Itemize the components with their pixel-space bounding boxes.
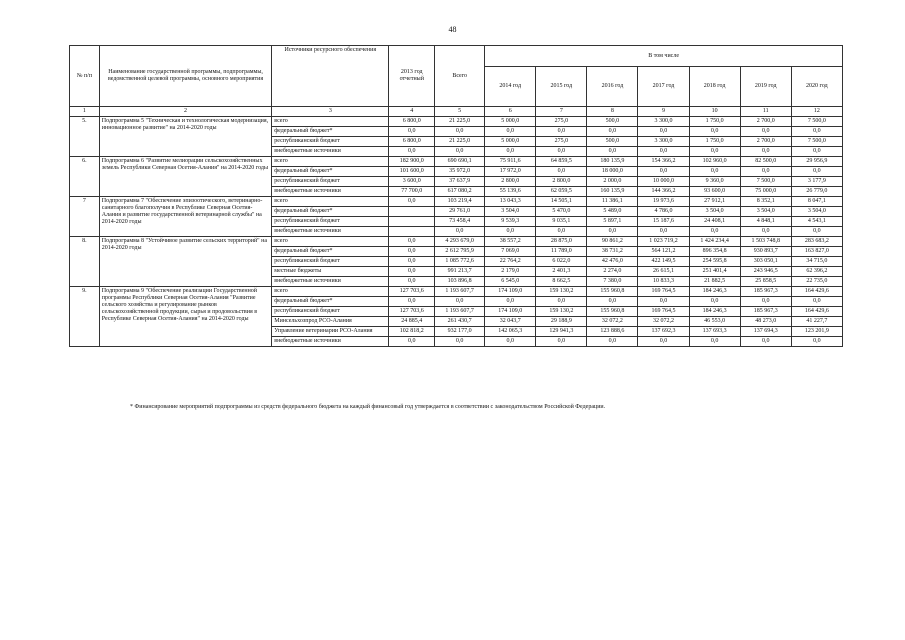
table-row <box>70 197 843 207</box>
value-cell: 169 764,5 <box>638 307 689 317</box>
numbering-row <box>70 107 843 117</box>
value-cell: 75 911,6 <box>485 157 536 167</box>
value-cell: 7 500,0 <box>791 137 842 147</box>
value-cell: 2 700,0 <box>740 137 791 147</box>
table-row <box>70 157 843 167</box>
value-cell: 0,0 <box>536 167 587 177</box>
value-cell: 159 130,2 <box>536 287 587 297</box>
value-cell: 303 050,1 <box>740 257 791 267</box>
funding-source: местные бюджеты <box>272 267 389 277</box>
value-cell: 0,0 <box>389 257 435 267</box>
value-cell: 0,0 <box>435 227 485 237</box>
table-row <box>70 117 843 127</box>
value-cell: 6 800,0 <box>389 137 435 147</box>
value-cell: 0,0 <box>587 337 638 347</box>
value-cell: 0,0 <box>435 337 485 347</box>
value-cell: 1 750,0 <box>689 137 740 147</box>
program-name: Подпрограмма 8 "Устойчивое развитие сельских территорий" на 2014-2020 годы <box>99 237 271 287</box>
value-cell: 7 500,0 <box>740 177 791 187</box>
value-cell: 38 557,2 <box>485 237 536 247</box>
value-cell: 0,0 <box>389 197 435 207</box>
value-cell: 19 973,6 <box>638 197 689 207</box>
funding-source: внебюджетные источники <box>272 227 389 237</box>
column-number: 2 <box>99 107 271 117</box>
value-cell: 3 300,0 <box>638 117 689 127</box>
value-cell: 180 135,9 <box>587 157 638 167</box>
funding-source: внебюджетные источники <box>272 147 389 157</box>
value-cell: 283 683,2 <box>791 237 842 247</box>
header-no: № п/п <box>70 46 100 107</box>
value-cell: 11 386,1 <box>587 197 638 207</box>
value-cell: 0,0 <box>485 147 536 157</box>
value-cell: 82 500,0 <box>740 157 791 167</box>
value-cell: 0,0 <box>389 147 435 157</box>
value-cell: 3 504,0 <box>485 207 536 217</box>
value-cell: 26 615,1 <box>638 267 689 277</box>
value-cell: 0,0 <box>791 147 842 157</box>
value-cell: 0,0 <box>638 167 689 177</box>
value-cell: 0,0 <box>791 167 842 177</box>
header-year: 2017 год <box>638 67 689 107</box>
value-cell: 0,0 <box>638 127 689 137</box>
value-cell: 142 065,3 <box>485 327 536 337</box>
funding-source: Управление ветеринарии РСО-Алания <box>272 327 389 337</box>
value-cell: 243 946,5 <box>740 267 791 277</box>
value-cell: 29 188,9 <box>536 317 587 327</box>
value-cell: 1 424 234,4 <box>689 237 740 247</box>
value-cell: 123 888,6 <box>587 327 638 337</box>
value-cell: 10 000,0 <box>638 177 689 187</box>
value-cell: 0,0 <box>389 297 435 307</box>
value-cell: 102 818,2 <box>389 327 435 337</box>
value-cell: 0,0 <box>740 297 791 307</box>
program-name: Подпрограмма 6 "Развитие мелиорации сельскохозяйственных земель Республики Северная Осетия-Алания" на 2014-2020 годы <box>99 157 271 197</box>
value-cell: 5 000,0 <box>485 117 536 127</box>
value-cell: 422 149,5 <box>638 257 689 267</box>
value-cell: 0,0 <box>689 147 740 157</box>
value-cell: 1 085 772,6 <box>435 257 485 267</box>
value-cell: 0,0 <box>791 127 842 137</box>
header-year: 2016 год <box>587 67 638 107</box>
value-cell: 0,0 <box>536 227 587 237</box>
value-cell: 690 690,1 <box>435 157 485 167</box>
value-cell: 4 848,1 <box>740 217 791 227</box>
row-number: 8. <box>70 237 100 287</box>
funding-source: республиканский бюджет <box>272 177 389 187</box>
value-cell: 0,0 <box>536 337 587 347</box>
value-cell: 0,0 <box>485 297 536 307</box>
value-cell: 62 396,2 <box>791 267 842 277</box>
value-cell: 0,0 <box>638 227 689 237</box>
value-cell: 90 861,2 <box>587 237 638 247</box>
funding-source: федеральный бюджет* <box>272 127 389 137</box>
header-year: 2018 год <box>689 67 740 107</box>
row-number: 6. <box>70 157 100 197</box>
value-cell: 11 789,0 <box>536 247 587 257</box>
value-cell: 0,0 <box>389 237 435 247</box>
value-cell: 22 764,2 <box>485 257 536 267</box>
value-cell: 46 553,0 <box>689 317 740 327</box>
value-cell: 0,0 <box>485 227 536 237</box>
value-cell <box>389 227 435 237</box>
value-cell <box>389 207 435 217</box>
table-row <box>70 287 843 297</box>
funding-source: федеральный бюджет* <box>272 167 389 177</box>
value-cell: 7 380,0 <box>587 277 638 287</box>
value-cell: 3 300,0 <box>638 137 689 147</box>
value-cell: 3 504,0 <box>791 207 842 217</box>
value-cell: 1 193 607,7 <box>435 307 485 317</box>
value-cell: 4 543,1 <box>791 217 842 227</box>
value-cell: 3 504,0 <box>689 207 740 217</box>
value-cell: 185 967,3 <box>740 307 791 317</box>
value-cell <box>389 217 435 227</box>
value-cell: 137 694,3 <box>740 327 791 337</box>
funding-source: федеральный бюджет* <box>272 297 389 307</box>
value-cell: 6 545,0 <box>485 277 536 287</box>
value-cell: 0,0 <box>435 127 485 137</box>
value-cell: 3 177,9 <box>791 177 842 187</box>
value-cell: 0,0 <box>587 297 638 307</box>
value-cell: 251 401,4 <box>689 267 740 277</box>
value-cell: 0,0 <box>389 337 435 347</box>
value-cell: 7 069,0 <box>485 247 536 257</box>
value-cell: 163 827,0 <box>791 247 842 257</box>
value-cell: 0,0 <box>389 267 435 277</box>
value-cell: 0,0 <box>740 147 791 157</box>
value-cell: 10 833,3 <box>638 277 689 287</box>
value-cell: 0,0 <box>536 147 587 157</box>
funding-source: республиканский бюджет <box>272 217 389 227</box>
value-cell: 3 600,0 <box>389 177 435 187</box>
value-cell: 991 213,7 <box>435 267 485 277</box>
value-cell: 0,0 <box>689 297 740 307</box>
value-cell: 275,0 <box>536 117 587 127</box>
value-cell: 185 967,3 <box>740 287 791 297</box>
value-cell: 9 539,3 <box>485 217 536 227</box>
value-cell: 25 858,5 <box>740 277 791 287</box>
funding-source: республиканский бюджет <box>272 137 389 147</box>
column-number: 9 <box>638 107 689 117</box>
value-cell: 617 080,2 <box>435 187 485 197</box>
value-cell: 184 246,3 <box>689 307 740 317</box>
funding-source: внебюджетные источники <box>272 277 389 287</box>
value-cell: 7 500,0 <box>791 117 842 127</box>
funding-source: внебюджетные источники <box>272 337 389 347</box>
value-cell: 932 177,0 <box>435 327 485 337</box>
value-cell: 1 193 607,7 <box>435 287 485 297</box>
value-cell: 2 401,3 <box>536 267 587 277</box>
value-cell: 0,0 <box>689 127 740 137</box>
table-row <box>70 237 843 247</box>
column-number: 4 <box>389 107 435 117</box>
value-cell: 0,0 <box>740 337 791 347</box>
value-cell: 26 779,0 <box>791 187 842 197</box>
value-cell: 5 470,0 <box>536 207 587 217</box>
header-2013: 2013 год отчетный <box>389 46 435 107</box>
value-cell: 48 273,0 <box>740 317 791 327</box>
value-cell: 55 139,6 <box>485 187 536 197</box>
value-cell: 35 972,0 <box>435 167 485 177</box>
value-cell: 21 225,0 <box>435 137 485 147</box>
header-row <box>70 46 843 67</box>
value-cell: 0,0 <box>791 297 842 307</box>
value-cell: 0,0 <box>638 297 689 307</box>
value-cell: 6 022,0 <box>536 257 587 267</box>
value-cell: 5 000,0 <box>485 137 536 147</box>
value-cell: 1 023 719,2 <box>638 237 689 247</box>
value-cell: 169 764,5 <box>638 287 689 297</box>
value-cell: 137 693,3 <box>689 327 740 337</box>
page-number: 48 <box>448 25 457 34</box>
column-number: 12 <box>791 107 842 117</box>
header-total: Всего <box>435 46 485 107</box>
value-cell: 4 786,0 <box>638 207 689 217</box>
value-cell: 15 187,6 <box>638 217 689 227</box>
value-cell: 0,0 <box>587 127 638 137</box>
value-cell: 155 960,8 <box>587 287 638 297</box>
value-cell: 38 731,2 <box>587 247 638 257</box>
value-cell: 261 430,7 <box>435 317 485 327</box>
value-cell: 24 408,1 <box>689 217 740 227</box>
value-cell: 0,0 <box>389 277 435 287</box>
value-cell: 32 072,2 <box>638 317 689 327</box>
value-cell: 1 750,0 <box>689 117 740 127</box>
value-cell: 2 612 795,9 <box>435 247 485 257</box>
funding-source: всего <box>272 157 389 167</box>
value-cell: 164 429,6 <box>791 307 842 317</box>
value-cell: 930 893,7 <box>740 247 791 257</box>
value-cell: 27 912,1 <box>689 197 740 207</box>
value-cell: 101 600,0 <box>389 167 435 177</box>
value-cell: 9 360,0 <box>689 177 740 187</box>
value-cell: 32 072,2 <box>587 317 638 327</box>
header-including: В том числе <box>485 46 843 67</box>
value-cell: 184 246,3 <box>689 287 740 297</box>
value-cell: 0,0 <box>689 167 740 177</box>
funding-source: республиканский бюджет <box>272 307 389 317</box>
funding-source: республиканский бюджет <box>272 257 389 267</box>
value-cell: 32 043,7 <box>485 317 536 327</box>
header-name: Наименование государственной программы, подпрограммы, ведомственной целевой программы, основного мероприятия <box>99 46 271 107</box>
value-cell: 77 700,0 <box>389 187 435 197</box>
value-cell: 42 476,0 <box>587 257 638 267</box>
value-cell: 2 000,0 <box>587 177 638 187</box>
value-cell: 0,0 <box>740 127 791 137</box>
value-cell: 3 504,0 <box>740 207 791 217</box>
value-cell: 0,0 <box>389 247 435 257</box>
value-cell: 500,0 <box>587 137 638 147</box>
value-cell: 0,0 <box>389 127 435 137</box>
header-year: 2020 год <box>791 67 842 107</box>
funding-source: федеральный бюджет* <box>272 247 389 257</box>
value-cell: 2 274,0 <box>587 267 638 277</box>
value-cell: 8 047,1 <box>791 197 842 207</box>
value-cell: 9 035,1 <box>536 217 587 227</box>
column-number: 7 <box>536 107 587 117</box>
value-cell: 22 735,0 <box>791 277 842 287</box>
row-number: 9. <box>70 287 100 347</box>
row-number: 7 <box>70 197 100 237</box>
column-number: 5 <box>435 107 485 117</box>
value-cell: 0,0 <box>740 167 791 177</box>
value-cell: 0,0 <box>536 127 587 137</box>
program-name: Подпрограмма 9 "Обеспечение реализации Государственной программы Республики Северная Осетия-Алания "Развитие сельского хозяйства и регулирование рынков сельскохозяйственной продукции, сырья и продовольствия в Республике Северная Осетия-Алания" на 2014-2020 годы <box>99 287 271 347</box>
funding-source: федеральный бюджет* <box>272 207 389 217</box>
funding-source: всего <box>272 117 389 127</box>
value-cell: 102 960,0 <box>689 157 740 167</box>
value-cell: 37 637,9 <box>435 177 485 187</box>
value-cell: 127 703,6 <box>389 307 435 317</box>
funding-source: всего <box>272 197 389 207</box>
value-cell: 73 458,4 <box>435 217 485 227</box>
column-number: 8 <box>587 107 638 117</box>
header-year: 2019 год <box>740 67 791 107</box>
column-number: 10 <box>689 107 740 117</box>
column-number: 1 <box>70 107 100 117</box>
value-cell: 0,0 <box>435 297 485 307</box>
value-cell: 0,0 <box>485 127 536 137</box>
value-cell: 137 692,3 <box>638 327 689 337</box>
value-cell: 182 900,0 <box>389 157 435 167</box>
value-cell: 29 956,9 <box>791 157 842 167</box>
value-cell: 0,0 <box>791 337 842 347</box>
column-number: 6 <box>485 107 536 117</box>
value-cell: 1 503 748,8 <box>740 237 791 247</box>
funding-source: всего <box>272 237 389 247</box>
value-cell: 144 366,2 <box>638 187 689 197</box>
value-cell: 564 121,2 <box>638 247 689 257</box>
value-cell: 0,0 <box>435 147 485 157</box>
value-cell: 0,0 <box>689 337 740 347</box>
value-cell: 275,0 <box>536 137 587 147</box>
header-year: 2014 год <box>485 67 536 107</box>
value-cell: 14 505,1 <box>536 197 587 207</box>
value-cell: 6 800,0 <box>389 117 435 127</box>
value-cell: 0,0 <box>587 227 638 237</box>
value-cell: 4 293 679,0 <box>435 237 485 247</box>
value-cell: 24 885,4 <box>389 317 435 327</box>
value-cell: 18 000,0 <box>587 167 638 177</box>
value-cell: 254 595,8 <box>689 257 740 267</box>
value-cell: 2 800,0 <box>536 177 587 187</box>
value-cell: 64 859,5 <box>536 157 587 167</box>
value-cell: 0,0 <box>740 227 791 237</box>
program-name: Подпрограмма 7 "Обеспечение эпизоотического, ветеринарно-санитарного благополучия в Республике Северная Осетия-Алания и развитие государственной ветеринарной службы" на 2014-2020 годы <box>99 197 271 237</box>
value-cell: 41 227,7 <box>791 317 842 327</box>
value-cell: 8 352,1 <box>740 197 791 207</box>
value-cell: 0,0 <box>485 337 536 347</box>
row-number: 5. <box>70 117 100 157</box>
value-cell: 5 489,0 <box>587 207 638 217</box>
value-cell: 34 715,0 <box>791 257 842 267</box>
column-number: 11 <box>740 107 791 117</box>
value-cell: 129 941,3 <box>536 327 587 337</box>
value-cell: 0,0 <box>536 297 587 307</box>
column-number: 3 <box>272 107 389 117</box>
footnote: * Финансирование мероприятий подпрограммы из средств федерального бюджета на каждый финансовый год утверждается в соответствии с законодательством Российской Федерации. <box>130 404 606 410</box>
value-cell: 2 800,0 <box>485 177 536 187</box>
funding-source: Минсельхозпрод РСО-Алания <box>272 317 389 327</box>
header-year: 2015 год <box>536 67 587 107</box>
value-cell: 75 000,0 <box>740 187 791 197</box>
value-cell: 29 761,0 <box>435 207 485 217</box>
value-cell: 28 875,0 <box>536 237 587 247</box>
value-cell: 2 179,0 <box>485 267 536 277</box>
value-cell: 2 700,0 <box>740 117 791 127</box>
value-cell: 0,0 <box>638 337 689 347</box>
value-cell: 13 043,3 <box>485 197 536 207</box>
value-cell: 0,0 <box>791 227 842 237</box>
value-cell: 123 201,9 <box>791 327 842 337</box>
funding-source: внебюджетные источники <box>272 187 389 197</box>
value-cell: 103 896,8 <box>435 277 485 287</box>
value-cell: 160 135,9 <box>587 187 638 197</box>
value-cell: 103 219,4 <box>435 197 485 207</box>
value-cell: 5 897,1 <box>587 217 638 227</box>
budget-table <box>69 45 843 347</box>
value-cell: 21 882,5 <box>689 277 740 287</box>
value-cell: 164 429,6 <box>791 287 842 297</box>
value-cell: 155 960,8 <box>587 307 638 317</box>
funding-source: всего <box>272 287 389 297</box>
value-cell: 8 662,5 <box>536 277 587 287</box>
header-source: Источники ресурсного обеспечения <box>272 46 389 107</box>
value-cell: 896 354,8 <box>689 247 740 257</box>
value-cell: 0,0 <box>689 227 740 237</box>
value-cell: 154 366,2 <box>638 157 689 167</box>
value-cell: 174 109,0 <box>485 287 536 297</box>
program-name: Подпрограмма 5 "Техническая и технологическая модернизация, инновационное развитие" на 2014-2020 годы <box>99 117 271 157</box>
value-cell: 93 600,0 <box>689 187 740 197</box>
value-cell: 127 703,6 <box>389 287 435 297</box>
value-cell: 21 225,0 <box>435 117 485 127</box>
value-cell: 17 972,0 <box>485 167 536 177</box>
value-cell: 159 130,2 <box>536 307 587 317</box>
value-cell: 0,0 <box>587 147 638 157</box>
value-cell: 62 059,5 <box>536 187 587 197</box>
value-cell: 500,0 <box>587 117 638 127</box>
value-cell: 0,0 <box>638 147 689 157</box>
value-cell: 174 109,0 <box>485 307 536 317</box>
